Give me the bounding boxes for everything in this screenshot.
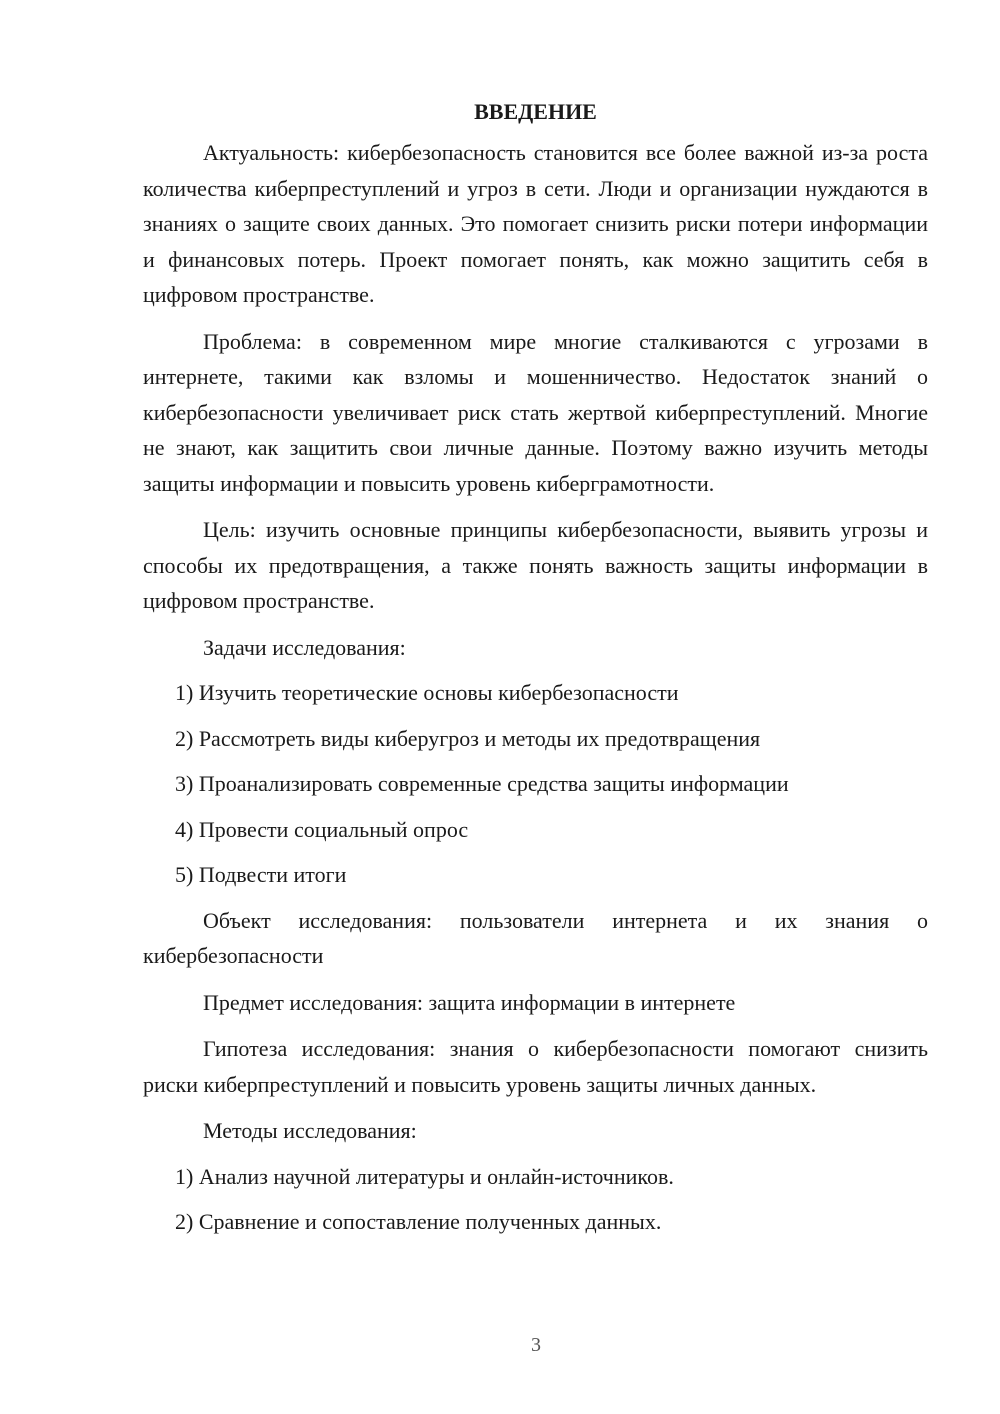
- subject-paragraph: Предмет исследования: защита информации в интернете: [203, 989, 736, 1015]
- list-item: 1) Анализ научной литературы и онлайн-источников.: [175, 1163, 674, 1189]
- list-item: 2) Сравнение и сопоставление полученных данных.: [175, 1209, 662, 1234]
- section-title: ВВЕДЕНИЕ: [474, 99, 597, 124]
- methods-list: [143, 1159, 928, 1240]
- list-item: 4) Провести социальный опрос: [175, 816, 469, 842]
- tasks-list: [143, 675, 928, 893]
- page-number: 3: [531, 1334, 541, 1356]
- list-item: 5) Подвести итоги: [175, 862, 347, 887]
- object-paragraph: Объект исследования: пользователи интернета и их знания о кибербезопасности: [143, 907, 928, 968]
- relevance-paragraph: Актуальность: кибербезопасность становится все более важной из-за роста количества киберпреступлений и угроз в сети. Люди и организации нуждаются в знаниях о защите своих данных. Это помогает снизить риски потери информации и финансовых потерь. Проект помогает понять, как можно защитить себя в цифровом пространстве.: [143, 140, 928, 307]
- goal-paragraph: Цель: изучить основные принципы кибербезопасности, выявить угрозы и способы их предотвращения, а также понять важность защиты информации в цифровом пространстве.: [143, 517, 928, 613]
- methods-heading: Методы исследования:: [203, 1118, 417, 1143]
- page-content: [143, 92, 928, 1250]
- problem-paragraph: Проблема: в современном мире многие сталкиваются с угрозами в интернете, такими как взломы и мошенничество. Недостаток знаний о кибербезопасности увеличивает риск стать жертвой киберпреступлений. Многие не знают, как защитить свои личные данные. Поэтому важно изучить методы защиты информации и повысить уровень киберграмотности.: [143, 328, 928, 496]
- list-item: 1) Изучить теоретические основы кибербезопасности: [175, 680, 679, 705]
- list-item: 2) Рассмотреть виды киберугроз и методы их предотвращения: [175, 725, 761, 751]
- hypothesis-paragraph: Гипотеза исследования: знания о кибербезопасности помогают снизить риски киберпреступлений и повысить уровень защиты личных данных.: [143, 1036, 928, 1097]
- tasks-heading: Задачи исследования:: [203, 634, 406, 660]
- list-item: 3) Проанализировать современные средства защиты информации: [175, 771, 789, 796]
